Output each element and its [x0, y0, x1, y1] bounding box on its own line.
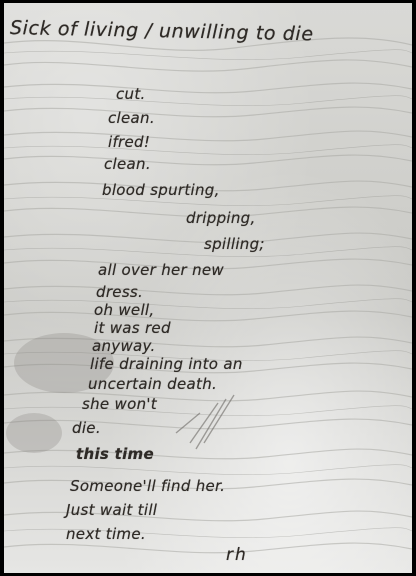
handwritten-poem	[4, 3, 412, 573]
poem-line: spilling;	[204, 235, 265, 253]
poem-title: Sick of living / unwilling to die	[9, 17, 314, 46]
poem-line: die.	[72, 419, 101, 437]
poem-line: cut.	[116, 85, 146, 103]
poem-line: all over her new	[98, 261, 224, 279]
poem-line: dripping,	[186, 209, 256, 227]
poem-line: clean.	[104, 155, 151, 173]
poem-line: Just wait till	[66, 501, 158, 519]
poem-line: life draining into an	[90, 355, 243, 373]
poem-line: ifred!	[108, 133, 151, 151]
poem-line: uncertain death.	[88, 375, 218, 393]
poem-line: dress.	[96, 283, 144, 301]
poem-line: oh well,	[94, 301, 155, 319]
poem-line: blood spurting,	[102, 181, 220, 199]
paper-sheet	[4, 3, 412, 573]
poem-line: next time.	[66, 525, 146, 543]
poem-line: this time	[76, 445, 154, 463]
poem-line: clean.	[108, 109, 155, 127]
poem-line: anyway.	[92, 337, 156, 355]
signature: rh	[226, 545, 248, 565]
poem-line: she won't	[82, 395, 157, 413]
poem-line: Someone'll find her.	[70, 477, 226, 495]
poem-line: it was red	[94, 319, 171, 337]
